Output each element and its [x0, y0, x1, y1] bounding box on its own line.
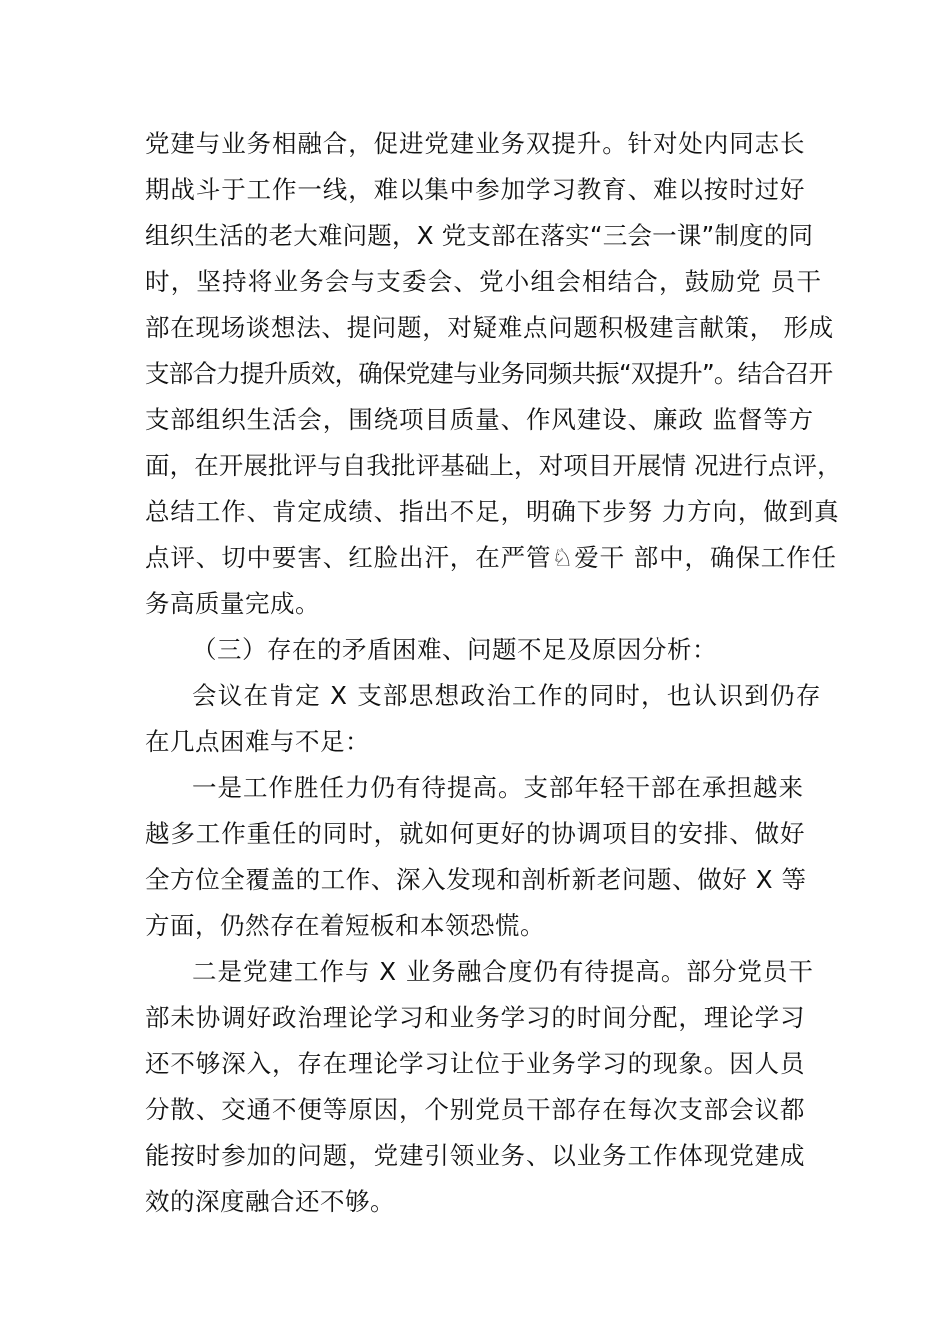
- paragraph-line: 一是工作胜任力仍有待提高。支部年轻干部在承担越来: [192, 773, 804, 802]
- paragraph-line: 二是党建工作与 X 业务融合度仍有待提高。部分党员干: [192, 957, 814, 986]
- paragraph-line: 点评、切中要害、红脸出汗，在严管♘爱干 部中，确保工作任: [145, 543, 837, 572]
- paragraph-line: 支部组织生活会，围绕项目质量、作风建设、廉政 监督等方: [145, 405, 815, 434]
- paragraph-line: 效的深度融合还不够。: [145, 1187, 395, 1216]
- paragraph-line: 部未协调好政治理论学习和业务学习的时间分配，理论学习: [145, 1003, 806, 1032]
- paragraph-line: 部在现场谈想法、提问题，对疑难点问题积极建言献策， 形成: [145, 313, 834, 342]
- paragraph-line: 会议在肯定 X 支部思想政治工作的同时，也认识到仍存: [192, 681, 822, 710]
- section-heading: （三）存在的矛盾困难、问题不足及原因分析：: [192, 635, 717, 664]
- paragraph-line: 务高质量完成。: [145, 589, 320, 618]
- paragraph-line: 期战斗于工作一线，难以集中参加学习教育、难以按时过好: [145, 175, 806, 204]
- paragraph-line: 方面，仍然存在着短板和本领恐慌。: [145, 911, 545, 940]
- paragraph-line: 党建与业务相融合，促进党建业务双提升。针对处内同志长: [145, 129, 806, 158]
- paragraph-line: 组织生活的老大难问题，X 党支部在落实“三会一课”制度的同: [145, 221, 814, 250]
- paragraph-line: 还不够深入，存在理论学习让位于业务学习的现象。因人员: [145, 1049, 806, 1078]
- paragraph-line: 支部合力提升质效，确保党建与业务同频共振“双提升”。结合召开: [145, 359, 833, 388]
- paragraph-line: 全方位全覆盖的工作、深入发现和剖析新老问题、做好 X 等: [145, 865, 807, 894]
- paragraph-line: 时，坚持将业务会与支委会、党小组会相结合，鼓励党 员干: [145, 267, 823, 296]
- paragraph-line: 越多工作重任的同时，就如何更好的协调项目的安排、做好: [145, 819, 806, 848]
- paragraph-line: 总结工作、肯定成绩、指出不足，明确下步努 力方向，做到真: [145, 497, 840, 526]
- paragraph-line: 面，在开展批评与自我批评基础上，对项目开展情 况进行点评，: [145, 451, 842, 480]
- paragraph-line: 分散、交通不便等原因，个别党员干部存在每次支部会议都: [145, 1095, 806, 1124]
- paragraph-line: 在几点困难与不足：: [145, 727, 370, 756]
- paragraph-line: 能按时参加的问题，党建引领业务、以业务工作体现党建成: [145, 1141, 806, 1170]
